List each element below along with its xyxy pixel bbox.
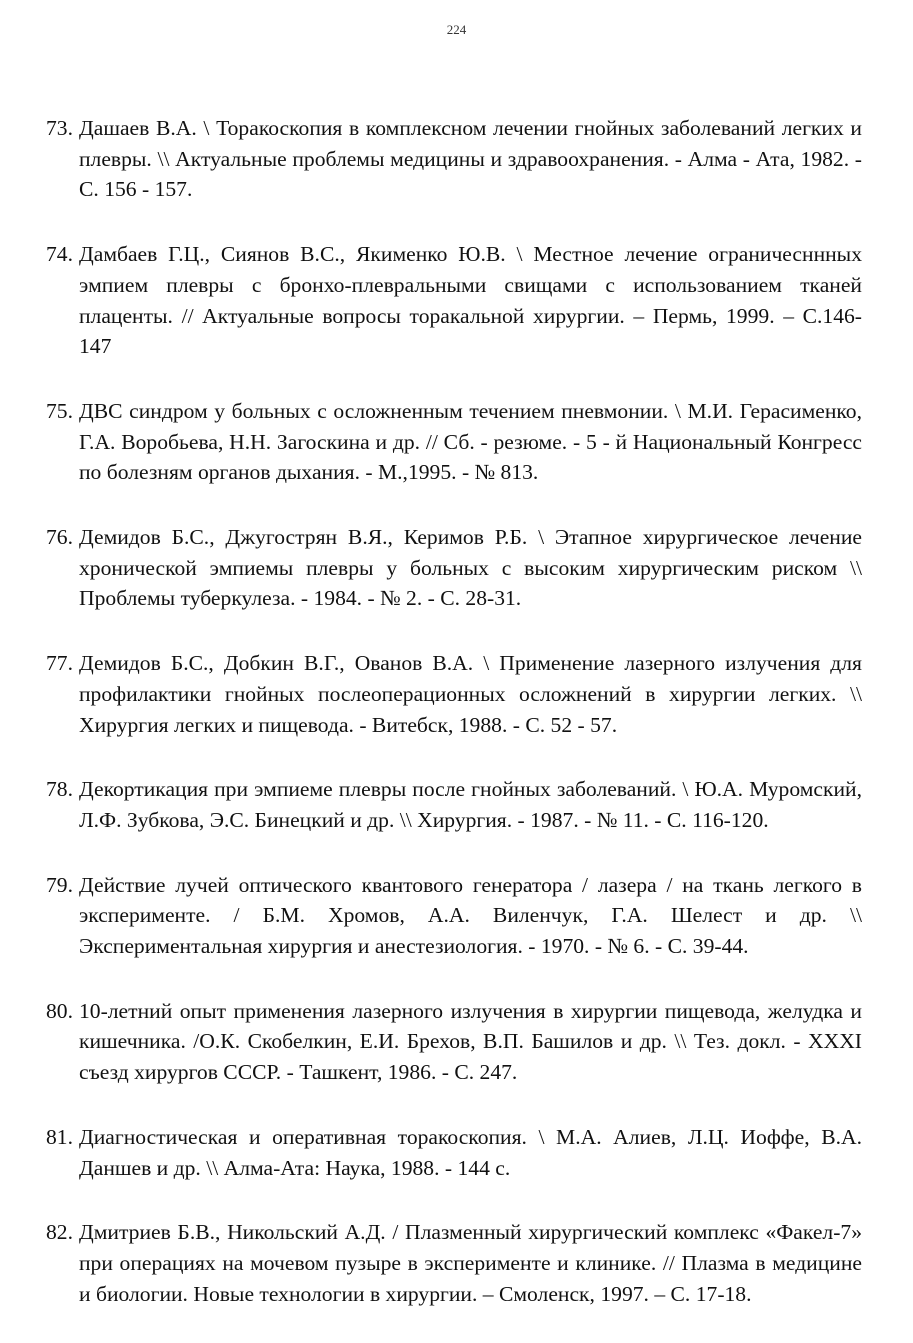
- reference-text: Декортикация при эмпиеме плевры после гнойных заболеваний. \ Ю.А. Муромский, Л.Ф. Зубкова, Э.С. Бинецкий и др. \\ Хирургия. - 1987. - № 11. - С. 116-120.: [79, 777, 862, 832]
- reference-number: 73.: [46, 116, 73, 140]
- reference-number: 74.: [46, 242, 73, 267]
- reference-text: Дмитриев Б.В., Никольский А.Д. / Плазменный хирургический комплекс «Факел-7» при операциях на мочевом пузыре в эксперименте и клинике. // Плазма в медицине и биологии. Новые технологии в хирургии. – Смоленск, 1997. – С. 17-18.: [79, 1220, 862, 1306]
- reference-text: Действие лучей оптического квантового генератора / лазера / на ткань легкого в эксперименте. / Б.М. Хромов, А.А. Виленчук, Г.А. Шелест и др. \\ Экспериментальная хирургия и анестезиология. - 1970. - № 6. - С. 39-44.: [79, 872, 862, 959]
- reference-text: Диагностическая и оперативная торакоскопия. \ М.А. Алиев, Л.Ц. Иоффе, В.А. Даншев и др. \\ Алма-Ата: Наука, 1988. - 144 с.: [79, 1124, 862, 1180]
- reference-item: [46, 1217, 862, 1309]
- reference-number: 79.: [46, 872, 73, 897]
- reference-text: ДВС синдром у больных с осложненным течением пневмонии. \ М.И. Герасименко, Г.А. Воробьева, Н.Н. Загоскина и др. // Сб. - резюме. - 5 - й Национальный Конгресс по болезням органов дыхания. - М.,1995. - № 813.: [79, 398, 862, 485]
- reference-item: [46, 774, 862, 835]
- reference-text: 10-летний опыт применения лазерного излучения в хирургии пищевода, желудка и кишечника. /О.К. Скобелкин, Е.И. Брехов, В.П. Башилов и др. \\ Тез. докл. - XXXI съезд хирургов СССР. - Ташкент, 1986. - С. 247.: [79, 998, 862, 1085]
- reference-text: Дамбаев Г.Ц., Сиянов В.С., Якименко Ю.В. \ Местное лечение ограничесннных эмпием плевры с бронхо-плевральными свищами с использованием тканей плаценты. // Актуальные вопросы торакальной хирургии. – Пермь, 1999. – С.146-147: [79, 242, 862, 359]
- reference-number: 81.: [46, 1124, 73, 1149]
- reference-item: [46, 870, 862, 962]
- reference-number: 75.: [46, 398, 73, 423]
- reference-item: [46, 996, 862, 1088]
- reference-number: 78.: [46, 777, 73, 802]
- reference-number: 76.: [46, 525, 73, 550]
- reference-text: Дашаев В.А. \ Торакоскопия в комплексном лечении гнойных заболеваний легких и плевры. \\ Актуальные проблемы медицины и здравоохранения. - Алма - Ата, 1982. - С. 156 - 157.: [79, 116, 862, 202]
- reference-item: [46, 396, 862, 488]
- reference-item: [46, 239, 862, 362]
- reference-item: [46, 113, 862, 205]
- page-number: 224: [446, 22, 467, 37]
- reference-item: [46, 1122, 862, 1183]
- reference-number: 80.: [46, 998, 73, 1023]
- reference-number: 77.: [46, 651, 73, 676]
- reference-item: [46, 522, 862, 614]
- reference-list: [46, 113, 862, 1343]
- reference-number: 82.: [46, 1220, 73, 1245]
- reference-item: [46, 648, 862, 740]
- reference-text: Демидов Б.С., Джугострян В.Я., Керимов Р.Б. \ Этапное хирургическое лечение хронической эмпиемы плевры у больных с высоким хирургическим риском \\ Проблемы туберкулеза. - 1984. - № 2. - С. 28-31.: [79, 525, 862, 611]
- reference-text: Демидов Б.С., Добкин В.Г., Ованов В.А. \ Применение лазерного излучения для профилактики гнойных послеоперационных осложнений в хирургии легких. \\ Хирургия легких и пищевода. - Витебск, 1988. - С. 52 - 57.: [79, 651, 862, 737]
